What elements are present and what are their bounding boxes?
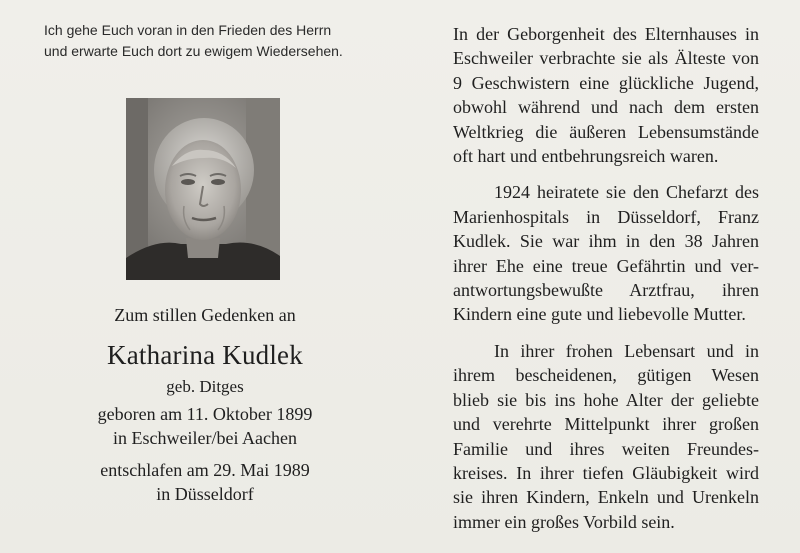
text-line: oft hart und entbehrungsreich waren. (453, 146, 719, 167)
text-line: ihrem bescheidenen, gütigen Wesen (453, 365, 759, 386)
biography-paragraph-1 (453, 22, 759, 168)
motto-verse (44, 20, 384, 62)
death-place: in Düsseldorf (156, 484, 254, 504)
motto-line-2: und erwarte Euch dort zu ewigem Wiedersehen. (44, 43, 343, 59)
biography-text (453, 22, 759, 546)
text-line: Eschweiler verbrachte sie als Älteste von (453, 48, 759, 69)
text-line: obwohl während und nach dem ersten (453, 97, 759, 118)
deceased-name: Katharina Kudlek (107, 340, 303, 370)
text-line: In ihrer frohen Lebensart und in (494, 340, 759, 361)
text-line: ihrer Ehe eine treue Gefährtin und ver- (453, 255, 759, 276)
text-line: antwortungsbewußte Arztfrau, ihren (453, 280, 759, 301)
text-line: 9 Geschwistern eine glückliche Jugend, (453, 72, 759, 93)
text-line: Familie und ihres weiten Freundes- (453, 438, 759, 459)
text-line: Marienhospitals in Düsseldorf, Franz (453, 206, 759, 227)
text-line: blieb sie bis ins hohe Alter der geliebte (453, 389, 759, 410)
memorial-intro: Zum stillen Gedenken an (114, 305, 296, 325)
text-line: und verehrte Mittelpunkt ihrer großen (453, 414, 759, 435)
text-line: immer ein großes Vorbild sein. (453, 511, 675, 532)
death-date: entschlafen am 29. Mai 1989 (100, 460, 310, 480)
biography-paragraph-2 (453, 180, 759, 326)
text-line: In der Geborgenheit des Elternhauses in (453, 24, 759, 44)
text-line: sie ihren Kindern, Enkeln und Urenkeln (453, 487, 759, 508)
portrait-photo (126, 98, 280, 280)
text-line: Weltkrieg die äußeren Lebensumstände (453, 121, 759, 142)
maiden-name: geb. Ditges (166, 377, 244, 396)
text-line: Kindern eine gute und liebevolle Mutter. (453, 304, 746, 325)
biography-paragraph-3 (453, 339, 759, 534)
motto-line-1: Ich gehe Euch voran in den Frieden des Herrn (44, 22, 332, 38)
birth-place: in Eschweiler/bei Aachen (113, 428, 297, 448)
text-line: Kudlek. Sie war ihm in den 38 Jahren (453, 231, 759, 252)
text-line: kreises. In ihrer tiefen Gläubigkeit wird (453, 462, 759, 483)
birth-date: geboren am 11. Oktober 1899 (97, 404, 313, 424)
text-line: 1924 heiratete sie den Chefarzt des (494, 182, 759, 203)
